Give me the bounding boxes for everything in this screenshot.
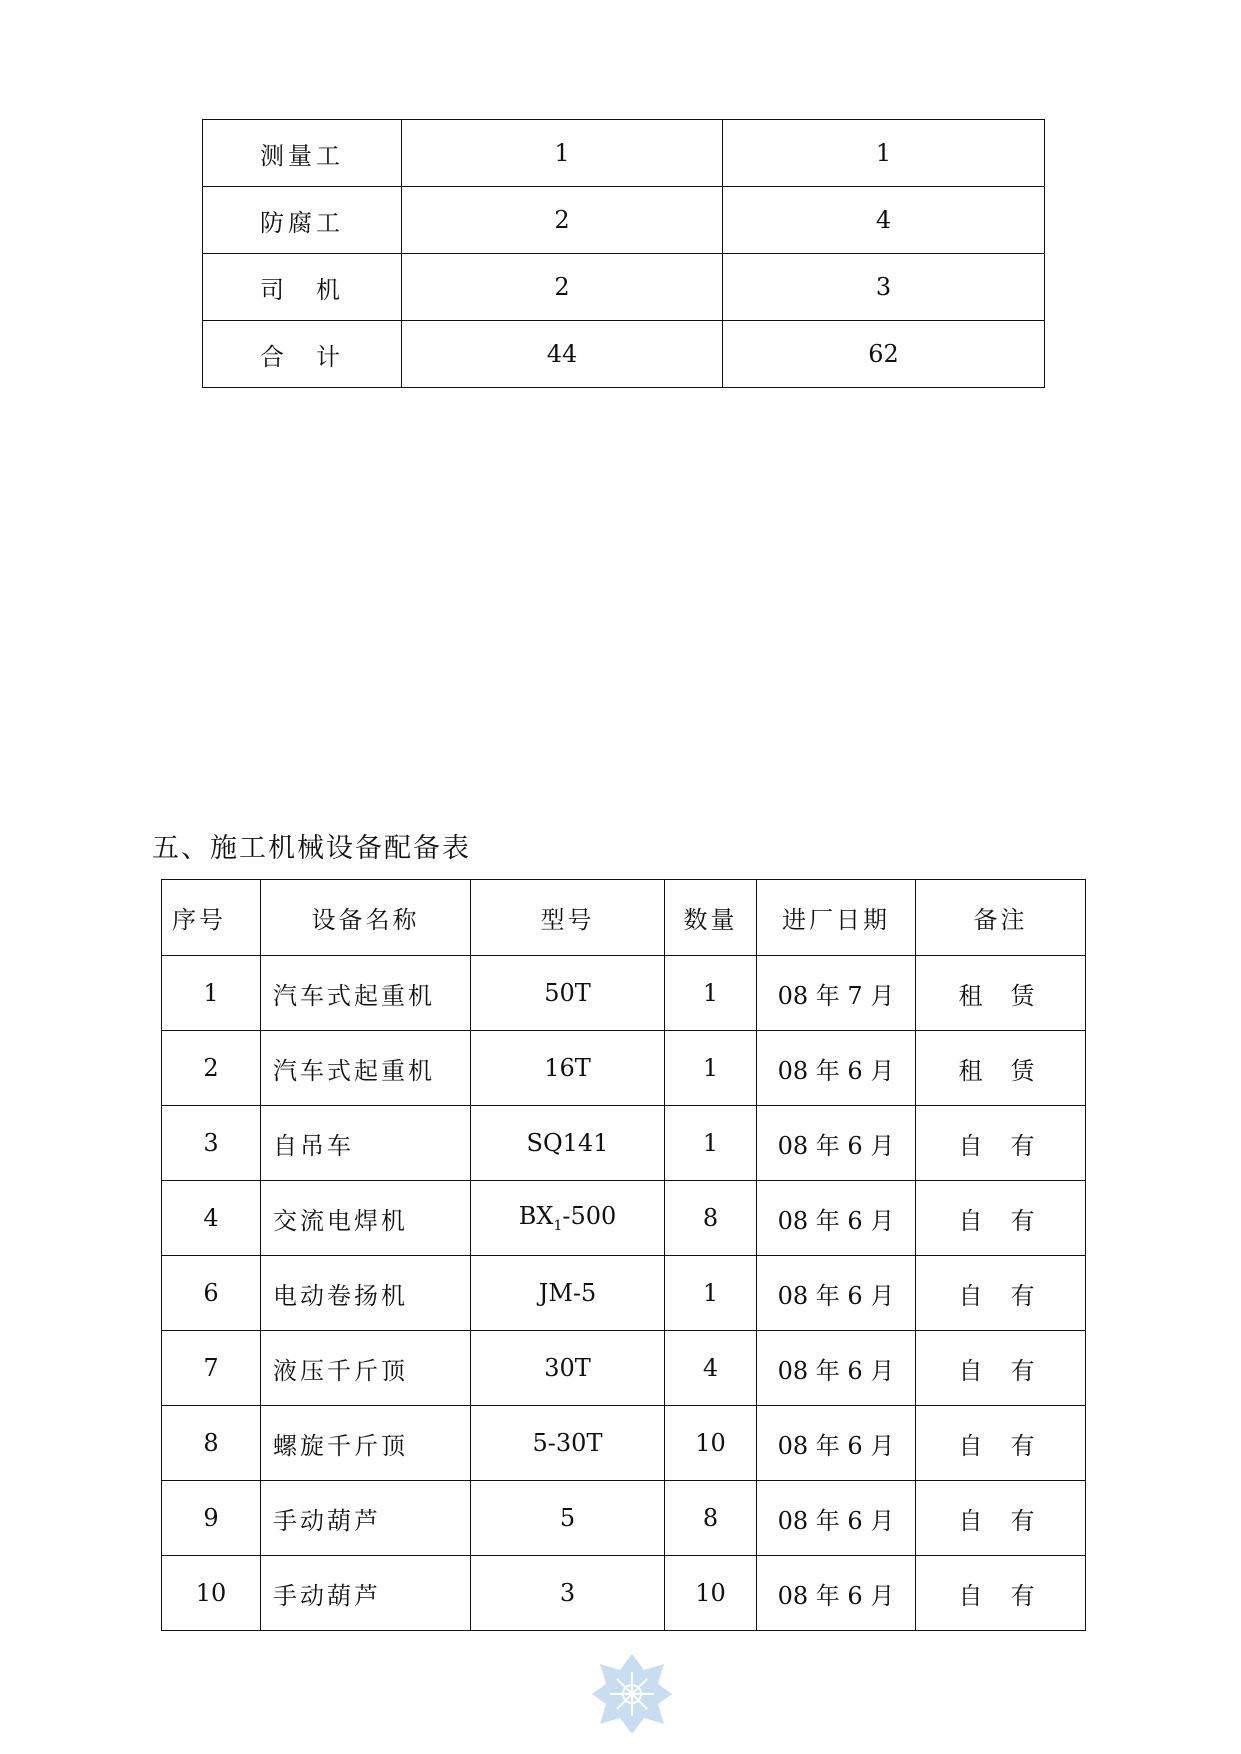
labor-table: [202, 119, 1045, 388]
cell-note: 租赁: [916, 1031, 1086, 1106]
cell-date: 08 年 6 月: [757, 1406, 916, 1481]
labor-count-1: 44: [402, 321, 723, 388]
cell-model: 50T: [471, 956, 665, 1031]
cell-model: SQ141: [471, 1106, 665, 1181]
table-row: [203, 321, 1045, 388]
cell-note: 自有: [916, 1406, 1086, 1481]
cell-seq: 9: [162, 1481, 261, 1556]
header-note: 备注: [916, 880, 1086, 956]
cell-qty: 10: [665, 1406, 757, 1481]
labor-role: 司 机: [203, 254, 402, 321]
labor-count-2: 1: [723, 120, 1045, 187]
table-row: [162, 1556, 1086, 1631]
cell-seq: 8: [162, 1406, 261, 1481]
table-header-row: [162, 880, 1086, 956]
cell-name: 汽车式起重机: [261, 956, 471, 1031]
labor-count-2: 4: [723, 187, 1045, 254]
cell-note: 租赁: [916, 956, 1086, 1031]
cell-name: 液压千斤顶: [261, 1331, 471, 1406]
cell-model: 3: [471, 1556, 665, 1631]
cell-seq: 4: [162, 1181, 261, 1256]
cell-qty: 8: [665, 1181, 757, 1256]
cell-qty: 4: [665, 1331, 757, 1406]
cell-model: JM-5: [471, 1256, 665, 1331]
cell-model: 5-30T: [471, 1406, 665, 1481]
cell-name: 电动卷扬机: [261, 1256, 471, 1331]
header-seq: 序号: [162, 880, 261, 956]
cell-qty: 1: [665, 956, 757, 1031]
cell-note: 自有: [916, 1481, 1086, 1556]
table-row: [162, 1031, 1086, 1106]
cell-date: 08 年 7 月: [757, 956, 916, 1031]
labor-count-1: 2: [402, 254, 723, 321]
cell-note: 自有: [916, 1181, 1086, 1256]
cell-name: 自吊车: [261, 1106, 471, 1181]
table-row: [203, 120, 1045, 187]
table-row: [162, 1406, 1086, 1481]
cell-model: 16T: [471, 1031, 665, 1106]
section-title: 五、施工机械设备配备表: [152, 833, 471, 864]
labor-count-1: 1: [402, 120, 723, 187]
cell-name: 手动葫芦: [261, 1556, 471, 1631]
cell-name: 汽车式起重机: [261, 1031, 471, 1106]
cell-note: 自有: [916, 1256, 1086, 1331]
cell-qty: 10: [665, 1556, 757, 1631]
table-row: [162, 1106, 1086, 1181]
table-row: [162, 1331, 1086, 1406]
cell-seq: 6: [162, 1256, 261, 1331]
cell-seq: 2: [162, 1031, 261, 1106]
equipment-table: [161, 879, 1086, 1631]
cell-date: 08 年 6 月: [757, 1181, 916, 1256]
cell-date: 08 年 6 月: [757, 1106, 916, 1181]
cell-date: 08 年 6 月: [757, 1256, 916, 1331]
cell-qty: 1: [665, 1031, 757, 1106]
cell-qty: 1: [665, 1256, 757, 1331]
header-model: 型号: [471, 880, 665, 956]
header-date: 进厂日期: [757, 880, 916, 956]
labor-role: 防腐工: [203, 187, 402, 254]
cell-seq: 3: [162, 1106, 261, 1181]
table-row: [162, 956, 1086, 1031]
cell-note: 自有: [916, 1106, 1086, 1181]
cell-qty: 8: [665, 1481, 757, 1556]
header-name: 设备名称: [261, 880, 471, 956]
labor-role: 测量工: [203, 120, 402, 187]
cell-date: 08 年 6 月: [757, 1481, 916, 1556]
labor-count-2: 3: [723, 254, 1045, 321]
watermark-logo-icon: [590, 1652, 674, 1736]
cell-name: 交流电焊机: [261, 1181, 471, 1256]
labor-count-2: 62: [723, 321, 1045, 388]
cell-seq: 1: [162, 956, 261, 1031]
labor-count-1: 2: [402, 187, 723, 254]
header-qty: 数量: [665, 880, 757, 956]
table-row: [162, 1181, 1086, 1256]
labor-role: 合 计: [203, 321, 402, 388]
table-row: [162, 1256, 1086, 1331]
table-row: [203, 254, 1045, 321]
cell-note: 自有: [916, 1331, 1086, 1406]
table-row: [203, 187, 1045, 254]
cell-name: 手动葫芦: [261, 1481, 471, 1556]
cell-date: 08 年 6 月: [757, 1556, 916, 1631]
cell-model: 5: [471, 1481, 665, 1556]
cell-date: 08 年 6 月: [757, 1331, 916, 1406]
cell-model: 30T: [471, 1331, 665, 1406]
cell-qty: 1: [665, 1106, 757, 1181]
cell-date: 08 年 6 月: [757, 1031, 916, 1106]
cell-name: 螺旋千斤顶: [261, 1406, 471, 1481]
cell-model: $BX_1-500$: [471, 1181, 665, 1256]
cell-seq: 7: [162, 1331, 261, 1406]
table-row: [162, 1481, 1086, 1556]
cell-seq: 10: [162, 1556, 261, 1631]
cell-note: 自有: [916, 1556, 1086, 1631]
